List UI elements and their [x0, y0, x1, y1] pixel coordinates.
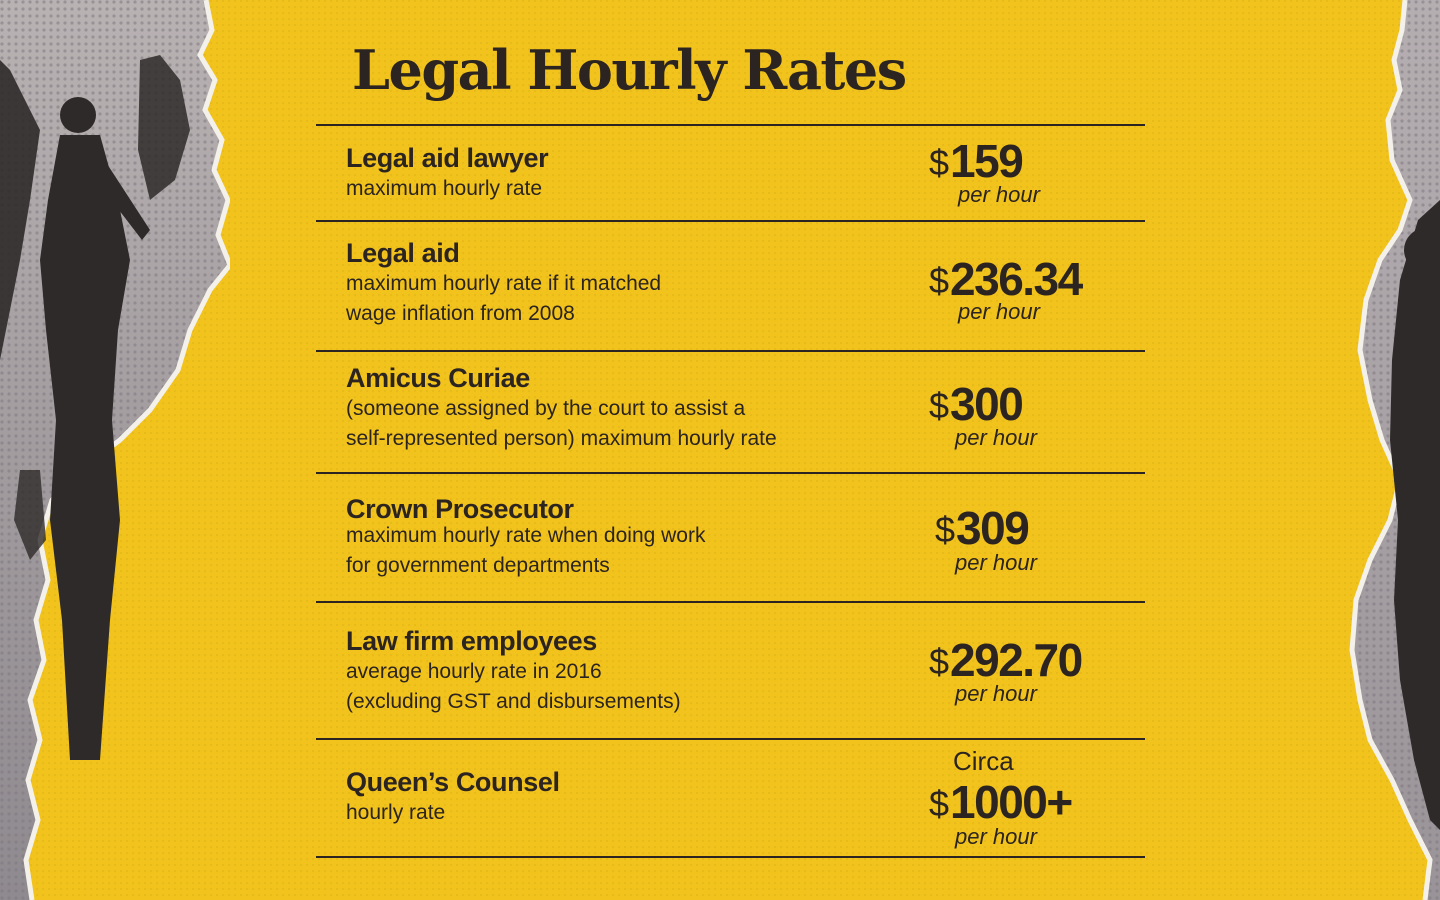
row-description: wage inflation from 2008: [346, 302, 575, 325]
divider: [316, 350, 1145, 352]
divider: [316, 601, 1145, 603]
rate-row-amicus-curiae: [346, 363, 906, 454]
row-description: maximum hourly rate if it matched: [346, 272, 662, 295]
rate-row-law-firm-employees: [346, 626, 906, 717]
currency-symbol: $: [929, 142, 950, 183]
row-description: (excluding GST and disbursements): [346, 690, 681, 713]
rate-amount: 1000+: [950, 776, 1072, 828]
row-description: for government departments: [346, 554, 610, 577]
rate-price: [929, 252, 1082, 306]
row-heading: Legal aid lawyer: [346, 143, 549, 173]
row-description: hourly rate: [346, 801, 446, 824]
divider: [316, 738, 1145, 740]
rate-unit: per hour: [958, 182, 1040, 207]
row-description: (someone assigned by the court to assist a: [346, 397, 746, 420]
row-description: average hourly rate in 2016: [346, 660, 602, 683]
row-heading: Queen’s Counsel: [346, 767, 560, 797]
rate-unit: per hour: [955, 824, 1037, 849]
row-heading: Legal aid: [346, 238, 460, 268]
rate-amount: 309: [956, 502, 1029, 554]
rate-price: [935, 501, 1028, 555]
rate-price: [929, 377, 1022, 431]
currency-symbol: $: [935, 509, 956, 550]
currency-symbol: $: [929, 260, 950, 301]
row-description: maximum hourly rate when doing work: [346, 524, 706, 547]
rate-prefix: Circa: [953, 746, 1014, 776]
rate-price: [929, 775, 1072, 829]
divider: [316, 220, 1145, 222]
row-heading: Crown Prosecutor: [346, 494, 574, 524]
right-carving-photo: [1330, 0, 1440, 900]
left-statue-photo: [0, 0, 230, 900]
row-heading: Amicus Curiae: [346, 363, 530, 393]
rate-row-queens-counsel: [346, 767, 906, 828]
rate-unit: per hour: [955, 550, 1037, 575]
currency-symbol: $: [929, 783, 950, 824]
rate-amount: 300: [950, 378, 1023, 430]
rate-unit: per hour: [955, 681, 1037, 706]
rate-amount: 236.34: [950, 253, 1082, 305]
rate-row-crown-prosecutor: [346, 494, 906, 581]
currency-symbol: $: [929, 641, 950, 682]
rate-price: [929, 134, 1022, 188]
rate-amount: 159: [950, 135, 1023, 187]
row-description: self-represented person) maximum hourly rate: [346, 427, 777, 450]
rate-price: [929, 633, 1082, 687]
rate-row-legal-aid: [346, 238, 906, 329]
page-title: Legal Hourly Rates: [352, 38, 906, 102]
row-heading: Law firm employees: [346, 626, 597, 656]
currency-symbol: $: [929, 385, 950, 426]
divider: [316, 856, 1145, 858]
rate-unit: per hour: [958, 299, 1040, 324]
divider: [316, 472, 1145, 474]
rate-amount: 292.70: [950, 634, 1082, 686]
rate-row-legal-aid-lawyer: [346, 143, 906, 204]
rate-unit: per hour: [955, 425, 1037, 450]
divider: [316, 124, 1145, 126]
row-description: maximum hourly rate: [346, 177, 543, 200]
